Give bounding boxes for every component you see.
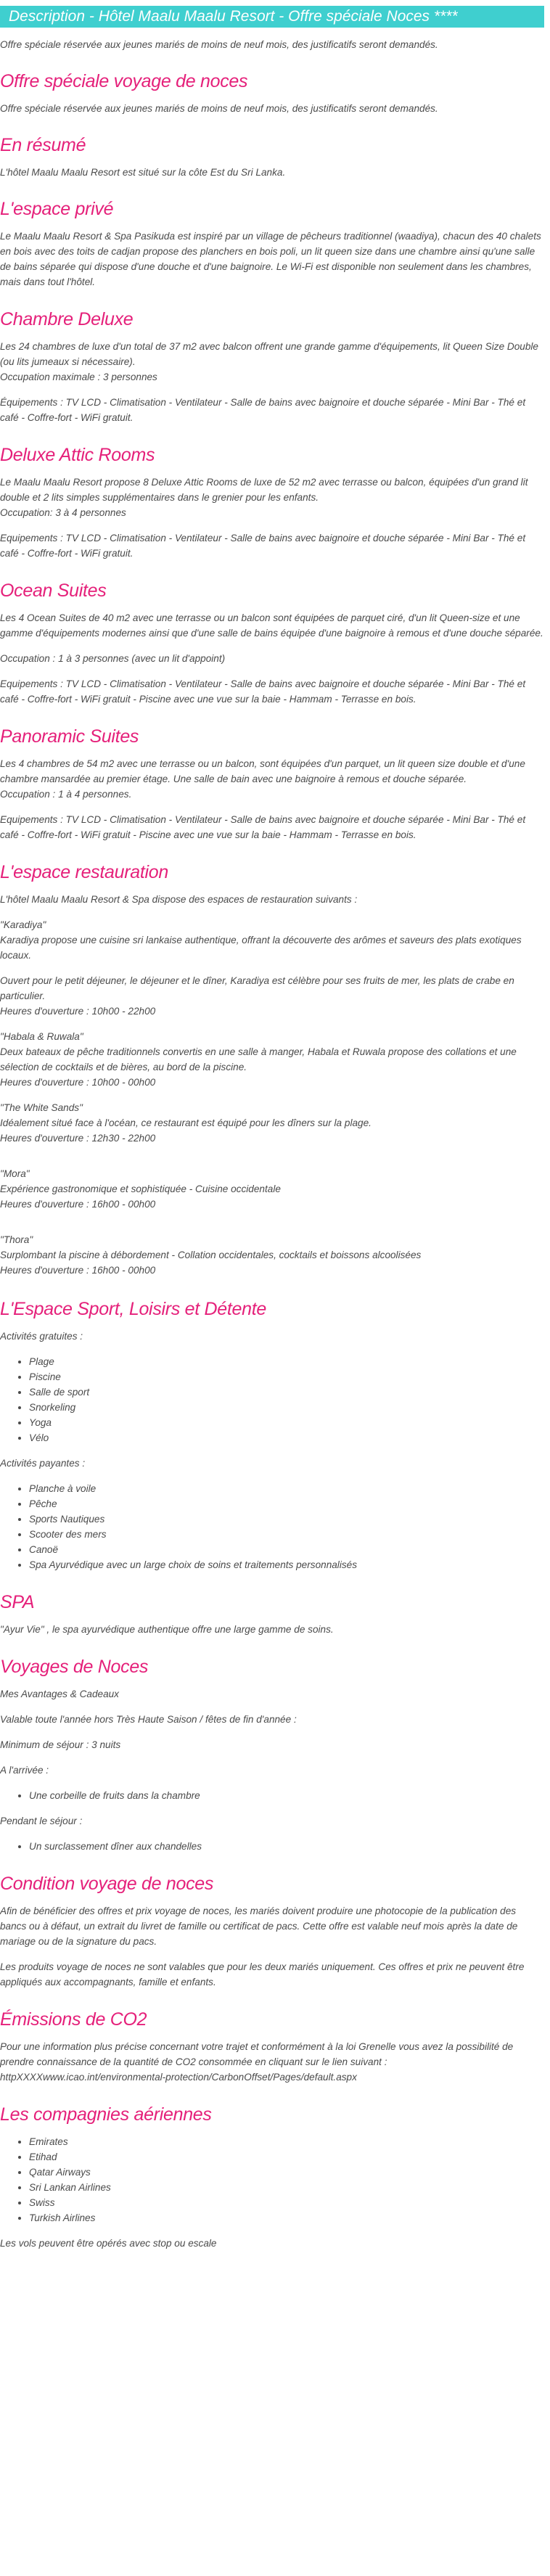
panoramic-desc: Les 4 chambres de 54 m2 avec une terrasse ou un balcon, sont équipées d'un parquet, un lit queen size double et d'une chambre mansardée au premier étage. Une salle de bain avec une baignoire à remous et douche séparée. Occupation : 1 à 4 personnes. — [0, 758, 525, 800]
heading-resume: En résumé — [0, 135, 86, 155]
section-voyages — [0, 1656, 544, 1854]
restaurant-mora: "Mora" Expérience gastronomique et sophistiquée - Cuisine occidentale Heures d'ouverture : 16h00 - 00h00 — [0, 1168, 281, 1210]
list-item: • Spa Ayurvédique avec un large choix de soins et traitements personnalisés — [29, 1557, 544, 1572]
list-item: • Pêche — [29, 1496, 544, 1511]
list-item: • Salle de sport — [29, 1385, 544, 1400]
restaurant-karadiya-hours: Ouvert pour le petit déjeuner, le déjeuner et le dîner, Karadiya est célèbre pour ses fruits de mer, les plats de crabe en particulier. Heures d'ouverture : 10h00 - 22h00 — [0, 975, 514, 1017]
list-item: • Vélo — [29, 1430, 544, 1445]
list-item: • Swiss — [29, 2195, 544, 2210]
heading-co2: Émissions de CO2 — [0, 2009, 147, 2030]
offre-text: Offre spéciale réservée aux jeunes mariés de moins de neuf mois, des justificatifs seront demandés. — [0, 103, 438, 114]
page — [0, 6, 550, 2251]
paid-activities-list — [0, 1481, 544, 1572]
list-item: • Scooter des mers — [29, 1527, 544, 1542]
ocean-equipment: Equipements : TV LCD - Climatisation - Ventilateur - Salle de bains avec baignoire et douche séparée - Mini Bar - Thé et café - Coffre-fort - WiFi gratuit - Piscine avec une vue sur la baie - Hammam - Terrasse en bois. — [0, 678, 526, 705]
heading-voyages: Voyages de Noces — [0, 1657, 149, 1677]
section-resume — [0, 134, 544, 180]
list-item: • Sports Nautiques — [29, 1511, 544, 1527]
restaurant-karadiya: "Karadiya" Karadiya propose une cuisine sri lankaise authentique, offrant la découverte des arômes et saveurs des plats exotiques locaux. — [0, 919, 522, 961]
arrival-list — [0, 1788, 544, 1803]
restaurant-thora: "Thora" Surplombant la piscine à débordement - Collation occidentales, cocktails et boissons alcoolisées Heures d'ouverture : 16h00 - 00h00 — [0, 1234, 422, 1276]
condition-text-1: Afin de bénéficier des offres et prix voyage de noces, les mariés doivent produire une photocopie de la publication des bancs ou à défaut, un extrait du livret de famille ou certificat de pacs. Cette offre est valable neuf mois après la date de mariage ou de la signature du pacs. — [0, 1906, 518, 1947]
heading-prive: L'espace privé — [0, 199, 114, 219]
restaurant-habala: "Habala & Ruwala" Deux bateaux de pêche traditionnels convertis en une salle à manger, Habala et Ruwala propose des collations et une sélection de cocktails et de bières, au bord de la piscine. Heures d'ouverture : 10h00 - 00h00 — [0, 1031, 517, 1088]
section-sport — [0, 1298, 544, 1572]
heading-deluxe: Chambre Deluxe — [0, 309, 134, 329]
section-attic — [0, 444, 544, 561]
list-item: • Snorkeling — [29, 1400, 544, 1415]
content — [0, 37, 550, 2251]
airlines-note: Les vols peuvent être opérés avec stop ou escale — [0, 2238, 217, 2249]
page-title: Description - Hôtel Maalu Maalu Resort - Offre spéciale Noces **** — [0, 6, 544, 28]
heading-ocean: Ocean Suites — [0, 581, 107, 601]
intro-text: Offre spéciale réservée aux jeunes mariés de moins de neuf mois, des justificatifs seront demandés. — [0, 39, 438, 50]
list-item: • Piscine — [29, 1369, 544, 1385]
voyages-validity: Valable toute l'année hors Très Haute Saison / fêtes de fin d'année : — [0, 1714, 297, 1725]
prive-text: Le Maalu Maalu Resort & Spa Pasikuda est inspiré par un village de pêcheurs traditionnel (waadiya), chacun des 40 chalets en bois avec des toits de cadjan propose des planchers en bois poli, un lit queen size dans une chambre ainsi qu'une salle de bains séparée qui dispose d'une douche et d'une baignoire. Le Wi-Fi est disponible non seulement dans les chambres, mais dans tout l'hôtel. — [0, 231, 541, 287]
arrival-label: A l'arrivée : — [0, 1765, 49, 1776]
free-activities-label: Activités gratuites : — [0, 1331, 83, 1342]
section-spa — [0, 1591, 544, 1637]
section-deluxe — [0, 308, 544, 425]
restauration-intro: L'hôtel Maalu Maalu Resort & Spa dispose des espaces de restauration suivants : — [0, 894, 358, 905]
list-item: • Qatar Airways — [29, 2165, 544, 2180]
heading-offre: Offre spéciale voyage de noces — [0, 71, 248, 91]
deluxe-desc: Les 24 chambres de luxe d'un total de 37 m2 avec balcon offrent une grande gamme d'équipements, lit Queen Size Double (ou lits jumeaux si nécessaire). Occupation maximale : 3 personnes — [0, 341, 538, 382]
heading-attic: Deluxe Attic Rooms — [0, 445, 155, 465]
stay-list — [0, 1839, 544, 1854]
list-item: • Une corbeille de fruits dans la chambre — [29, 1788, 544, 1803]
section-airlines — [0, 2104, 544, 2251]
heading-spa: SPA — [0, 1592, 35, 1612]
list-item: • Un surclassement dîner aux chandelles — [29, 1839, 544, 1854]
list-item: • Turkish Airlines — [29, 2210, 544, 2226]
heading-panoramic: Panoramic Suites — [0, 726, 139, 747]
spa-text: "Ayur Vie" , le spa ayurvédique authentique offre une large gamme de soins. — [0, 1624, 334, 1635]
list-item: • Canoë — [29, 1542, 544, 1557]
paid-activities-label: Activités payantes : — [0, 1458, 86, 1469]
condition-text-2: Les produits voyage de noces ne sont valables que pour les deux mariés uniquement. Ces offres et prix ne peuvent être appliqués aux accompagnants, famille et enfants. — [0, 1961, 525, 1988]
ocean-occupation: Occupation : 1 à 3 personnes (avec un lit d'appoint) — [0, 653, 226, 664]
attic-equipment: Equipements : TV LCD - Climatisation - Ventilateur - Salle de bains avec baignoire et douche séparée - Mini Bar - Thé et café - Coffre-fort - WiFi gratuit. — [0, 533, 526, 559]
heading-restauration: L'espace restauration — [0, 862, 168, 882]
ocean-desc: Les 4 Ocean Suites de 40 m2 avec une terrasse ou un balcon sont équipées de parquet ciré, d'un lit Queen-size et une gamme d'équipements modernes ainsi que d'une salle de bains équipée d'une baignoire à remous et d'une douche séparée. — [0, 612, 543, 639]
section-condition — [0, 1873, 544, 1990]
section-ocean — [0, 580, 544, 707]
list-item: • Planche à voile — [29, 1481, 544, 1496]
co2-text: Pour une information plus précise concernant votre trajet et conformément à la loi Grenelle vous avez la possibilité de prendre connaissance de la quantité de CO2 consommée en cliquant sur le lien suivant : httpXXXXwww.icao.int/environmental-protection/CarbonOffset/Pages/default.aspx — [0, 2041, 514, 2083]
list-item: • Yoga — [29, 1415, 544, 1430]
panoramic-equipment: Equipements : TV LCD - Climatisation - Ventilateur - Salle de bains avec baignoire et douche séparée - Mini Bar - Thé et café - Coffre-fort - WiFi gratuit - Piscine avec une vue sur la baie - Hammam - Terrasse en bois. — [0, 814, 526, 840]
list-item: • Emirates — [29, 2134, 544, 2149]
list-item: • Plage — [29, 1354, 544, 1369]
voyages-minimum-stay: Minimum de séjour : 3 nuits — [0, 1739, 121, 1750]
stay-label: Pendant le séjour : — [0, 1816, 83, 1826]
resume-text: L'hôtel Maalu Maalu Resort est situé sur la côte Est du Sri Lanka. — [0, 167, 286, 178]
list-item: • Sri Lankan Airlines — [29, 2180, 544, 2195]
free-activities-list — [0, 1354, 544, 1445]
attic-desc: Le Maalu Maalu Resort propose 8 Deluxe Attic Rooms de luxe de 52 m2 avec terrasse ou balcon, équipées d'un grand lit double et 2 lits simples supplémentaires dans le grenier pour les enfants. Occupation: 3 à 4 personnes — [0, 477, 528, 518]
section-offre — [0, 70, 544, 116]
section-restauration — [0, 861, 544, 1278]
section-panoramic — [0, 726, 544, 842]
airlines-list — [0, 2134, 544, 2226]
heading-airlines: Les compagnies aériennes — [0, 2104, 212, 2125]
deluxe-equipment: Équipements : TV LCD - Climatisation - Ventilateur - Salle de bains avec baignoire et douche séparée - Mini Bar - Thé et café - Coffre-fort - WiFi gratuit. — [0, 397, 526, 423]
voyages-advantages: Mes Avantages & Cadeaux — [0, 1689, 119, 1699]
heading-condition: Condition voyage de noces — [0, 1874, 214, 1894]
heading-sport: L'Espace Sport, Loisirs et Détente — [0, 1299, 266, 1319]
section-co2 — [0, 2009, 544, 2085]
section-prive — [0, 198, 544, 290]
restaurant-white-sands: "The White Sands" Idéalement situé face à l'océan, ce restaurant est équipé pour les dîners sur la plage. Heures d'ouverture : 12h30 - 22h00 — [0, 1102, 372, 1144]
list-item: • Etihad — [29, 2149, 544, 2165]
